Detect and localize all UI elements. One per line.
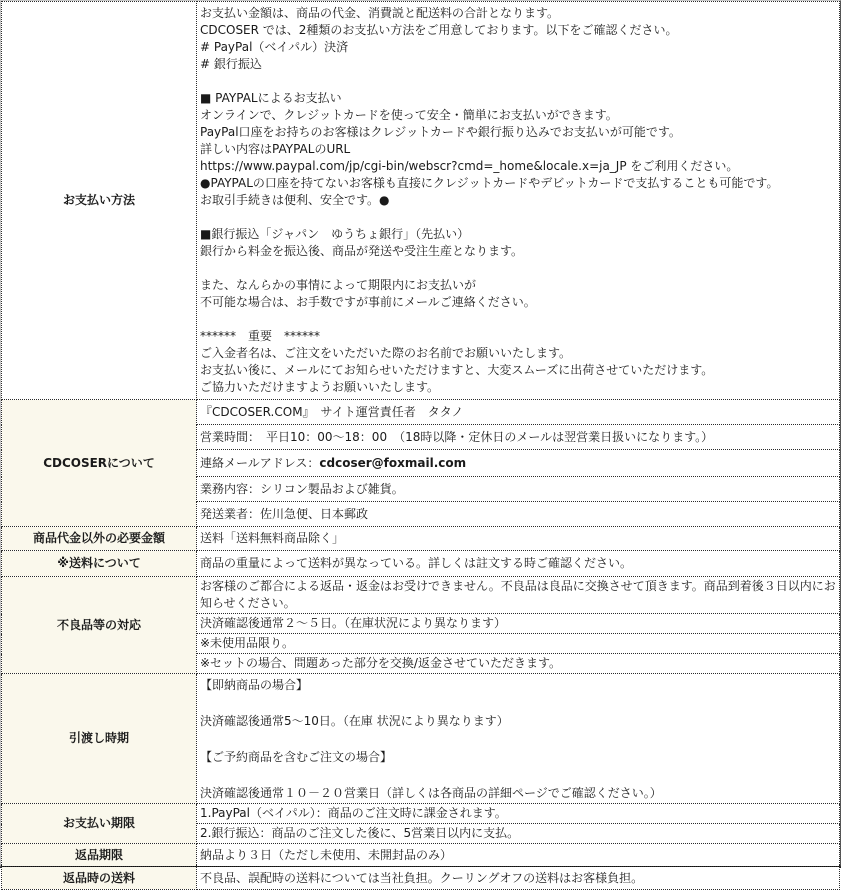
important-note-marker: ****** 重要 ****** (200, 329, 321, 343)
row-header-payment-deadline: お支払い期限 (2, 804, 197, 844)
blank-line (200, 730, 836, 748)
contact-email: cdcoser@foxmail.com (319, 455, 467, 470)
table-row (2, 844, 840, 867)
business-description-cell: 業務内容：シリコン製品および雑貨。 (197, 477, 840, 502)
set-exchange-cell: ※セットの場合、問題あった部分を交換/返金させていただきます。 (197, 654, 840, 674)
table-row (2, 400, 840, 425)
text-line: CDCOSER では、2種類のお支払い方法をご用意しております。以下をご確認ください。 (200, 23, 678, 37)
text-line: ■ PAYPALによるお支払い (200, 91, 342, 105)
blank-line (200, 260, 836, 277)
text-line: # 銀行振込 (200, 57, 262, 71)
return-shipping-cell: 不良品、誤配時の送料については当社負担。クーリングオフの送料はお客様負担。 (197, 867, 840, 890)
text-line: ●PAYPALの口座を持てないお客様も直接にクレジットカードやデビットカードで支払することも可能です。 (200, 176, 779, 190)
row-header-defective-items: 不良品等の対応 (2, 577, 197, 674)
table-row (2, 2, 840, 400)
text-line: ご協力いただけますようお願いいたします。 (200, 380, 440, 394)
table-row (2, 551, 840, 577)
text-line: 【ご予約商品を含むご注文の場合】 (200, 749, 393, 764)
paypal-deadline-cell: 1.PayPal（ベイパル）：商品のご注文時に課金されます。 (197, 804, 840, 824)
row-header-return-shipping: 返品時の送料 (2, 867, 197, 890)
text-line: PayPal口座をお持ちのお客様はクレジットカードや銀行振り込みでお支払いが可能です。 (200, 125, 681, 139)
table-row (2, 577, 840, 614)
text-line: また、なんらかの事情によって期限内にお支払いが (200, 278, 477, 292)
text-line: 銀行から料金を振込後、商品が発送や受注生産となります。 (200, 244, 524, 258)
row-header-delivery-time: 引渡し時期 (2, 674, 197, 804)
shop-info-table (1, 1, 840, 890)
text-line: お支払い金額は、商品の代金、消費説と配送料の合計となります。 (200, 6, 560, 20)
return-deadline-cell: 納品より３日（ただし未使用、未開封品のみ） (197, 844, 840, 867)
business-hours-cell: 営業時間： 平日10：00～18：00 （18時以降・定休日のメールは翌営業日扱いになります。） (197, 425, 840, 450)
site-operator-cell: 『CDCOSER.COM』 サイト運営責任者 タタノ (197, 400, 840, 425)
row-header-about-cdcoser: CDCOSERについて (2, 400, 197, 527)
text-line: 【即納商品の場合】 (200, 677, 309, 692)
table-row (2, 527, 840, 551)
text-line: オンラインで、クレジットカードを使って安全・簡単にお支払いができます。 (200, 108, 618, 122)
payment-method-content (197, 2, 840, 400)
text-line: ■銀行振込「ジャパン ゆうちょ銀行」（先払い） (200, 227, 470, 241)
text-line: お取引手続きは便利、安全です。● (200, 193, 390, 207)
shipping-fee-cell: 商品の重量によって送料が異なっている。詳しくは註文する時ご確認ください。 (197, 551, 840, 577)
unused-only-cell: ※未使用品限り。 (197, 634, 840, 654)
delivery-time-cell (197, 674, 840, 804)
row-header-extra-fees: 商品代金以外の必要金額 (2, 527, 197, 551)
row-header-shipping-fee: ※送料について (2, 551, 197, 577)
shipping-carrier-cell: 発送業者：佐川急便、日本郵政 (197, 502, 840, 527)
text-line: 決済確認後通常１０－２０営業日（詳しくは各商品の詳細ページでご確認ください。） (200, 785, 662, 800)
text-line: 決済確認後通常5～10日。（在庫 状況により異なります） (200, 713, 509, 728)
paypal-url-text: https://www.paypal.com/jp/cgi-bin/webscr?cmd=_home&locale.x=ja_JP をご利用ください。 (200, 159, 739, 173)
blank-line (200, 311, 836, 328)
text-line: ご入金者名は、ご注文をいただいた際のお名前でお願いいたします。 (200, 346, 572, 360)
bank-deadline-cell: 2.銀行振込：商品のご注文した後に、5営業日以内に支払。 (197, 824, 840, 844)
text-line: お支払い後に、メールにてお知らせいただけますと、大変スムーズに出荷させていただけます。 (200, 363, 714, 377)
contact-email-cell (197, 450, 840, 477)
text-line: # PayPal（ベイパル）決済 (200, 40, 349, 54)
blank-line (200, 694, 836, 712)
text-line: 不可能な場合は、お手数ですが事前にメールご連絡ください。 (200, 295, 536, 309)
blank-line (200, 209, 836, 226)
table-row (2, 804, 840, 824)
blank-line (200, 73, 836, 90)
row-header-payment-method: お支払い方法 (2, 2, 197, 400)
exchange-time-cell: 決済確認後通常２～５日。（在庫状況により異なります） (197, 614, 840, 634)
return-policy-cell: お客様のご都合による返品・返金はお受けできません。不良品は良品に交換させて頂きます。商品到着後３日以内にお知らせください。 (197, 577, 840, 614)
blank-line (200, 766, 836, 784)
table-row (2, 674, 840, 804)
row-header-return-deadline: 返品期限 (2, 844, 197, 867)
extra-fees-cell: 送料「送料無料商品除く」 (197, 527, 840, 551)
text-line: 詳しい内容はPAYPALのURL (200, 142, 351, 156)
table-row (2, 867, 840, 890)
contact-email-label: 連絡メールアドレス： (200, 455, 320, 470)
